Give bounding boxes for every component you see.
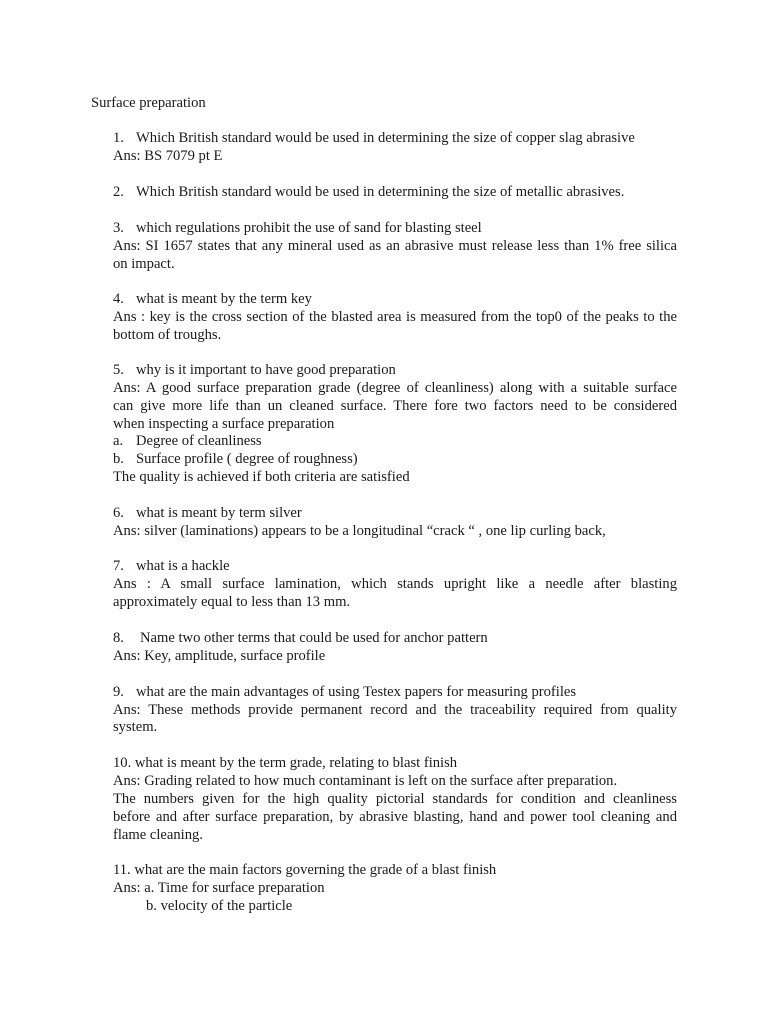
answer-5-line-1: Ans: A good surface preparation grade (degree of cleanliness) along with a suitable surface: [113, 380, 677, 396]
answer-10-para-line-1: The numbers given for the high quality pictorial standards for condition and cleanliness: [113, 791, 677, 807]
answer-8: Ans: Key, amplitude, surface profile: [113, 648, 326, 664]
answer-3-line-1: Ans: SI 1657 states that any mineral used as an abrasive must release less than 1% free silica: [113, 238, 677, 254]
question-6-text: what is meant by term silver: [136, 505, 302, 521]
page-title: Surface preparation: [91, 95, 206, 111]
question-9-number: 9.: [113, 684, 124, 700]
question-11-text: 11. what are the main factors governing the grade of a blast finish: [113, 862, 497, 878]
answer-10: Ans: Grading related to how much contaminant is left on the surface after preparation.: [113, 773, 618, 789]
answer-4-line-1: Ans : key is the cross section of the blasted area is measured from the top0 of the peaks to the: [113, 309, 677, 325]
list-item-b-label: b.: [113, 451, 124, 467]
answer-4-line-2: bottom of troughs.: [113, 327, 222, 343]
question-2-number: 2.: [113, 184, 124, 200]
question-6-number: 6.: [113, 505, 124, 521]
answer-11-b: b. velocity of the particle: [146, 898, 293, 914]
question-2-text: Which British standard would be used in determining the size of metallic abrasives.: [136, 184, 625, 200]
answer-10-para-line-2: before and after surface preparation, by abrasive blasting, hand and power tool cleaning and: [113, 809, 677, 825]
answer-9-line-2: system.: [113, 719, 158, 735]
list-item-a-label: a.: [113, 433, 124, 449]
question-4-number: 4.: [113, 291, 124, 307]
list-item-b-text: Surface profile ( degree of roughness): [136, 451, 358, 467]
answer-3-line-2: on impact.: [113, 256, 175, 272]
answer-6: Ans: silver (laminations) appears to be a longitudinal “crack “ , one lip curling back,: [113, 523, 606, 539]
question-7-number: 7.: [113, 558, 124, 574]
answer-5-conclusion: The quality is achieved if both criteria are satisfied: [113, 469, 410, 485]
answer-11-a: Ans: a. Time for surface preparation: [113, 880, 325, 896]
question-10-text: 10. what is meant by the term grade, relating to blast finish: [113, 755, 458, 771]
answer-7-line-2: approximately equal to less than 13 mm.: [113, 594, 351, 610]
answer-1: Ans: BS 7079 pt E: [113, 148, 223, 164]
question-1-number: 1.: [113, 130, 124, 146]
question-3-number: 3.: [113, 220, 124, 236]
question-4-text: what is meant by the term key: [136, 291, 312, 307]
question-1-text: Which British standard would be used in determining the size of copper slag abrasive: [136, 130, 635, 146]
question-5-text: why is it important to have good preparation: [136, 362, 396, 378]
answer-5-line-3: when inspecting a surface preparation: [113, 416, 335, 432]
answer-7-line-1: Ans : A small surface lamination, which stands upright like a needle after blasting: [113, 576, 677, 592]
answer-9-line-1: Ans: These methods provide permanent record and the traceability required from quality: [113, 702, 677, 718]
question-7-text: what is a hackle: [136, 558, 230, 574]
list-item-a-text: Degree of cleanliness: [136, 433, 262, 449]
answer-10-para-line-3: flame cleaning.: [113, 827, 203, 843]
question-5-number: 5.: [113, 362, 124, 378]
question-8-text: Name two other terms that could be used for anchor pattern: [140, 630, 488, 646]
question-8-number: 8.: [113, 630, 124, 646]
question-3-text: which regulations prohibit the use of sand for blasting steel: [136, 220, 482, 236]
answer-5-line-2: can give more life than un cleaned surface. There fore two factors need to be considered: [113, 398, 677, 414]
question-9-text: what are the main advantages of using Testex papers for measuring profiles: [136, 684, 577, 700]
